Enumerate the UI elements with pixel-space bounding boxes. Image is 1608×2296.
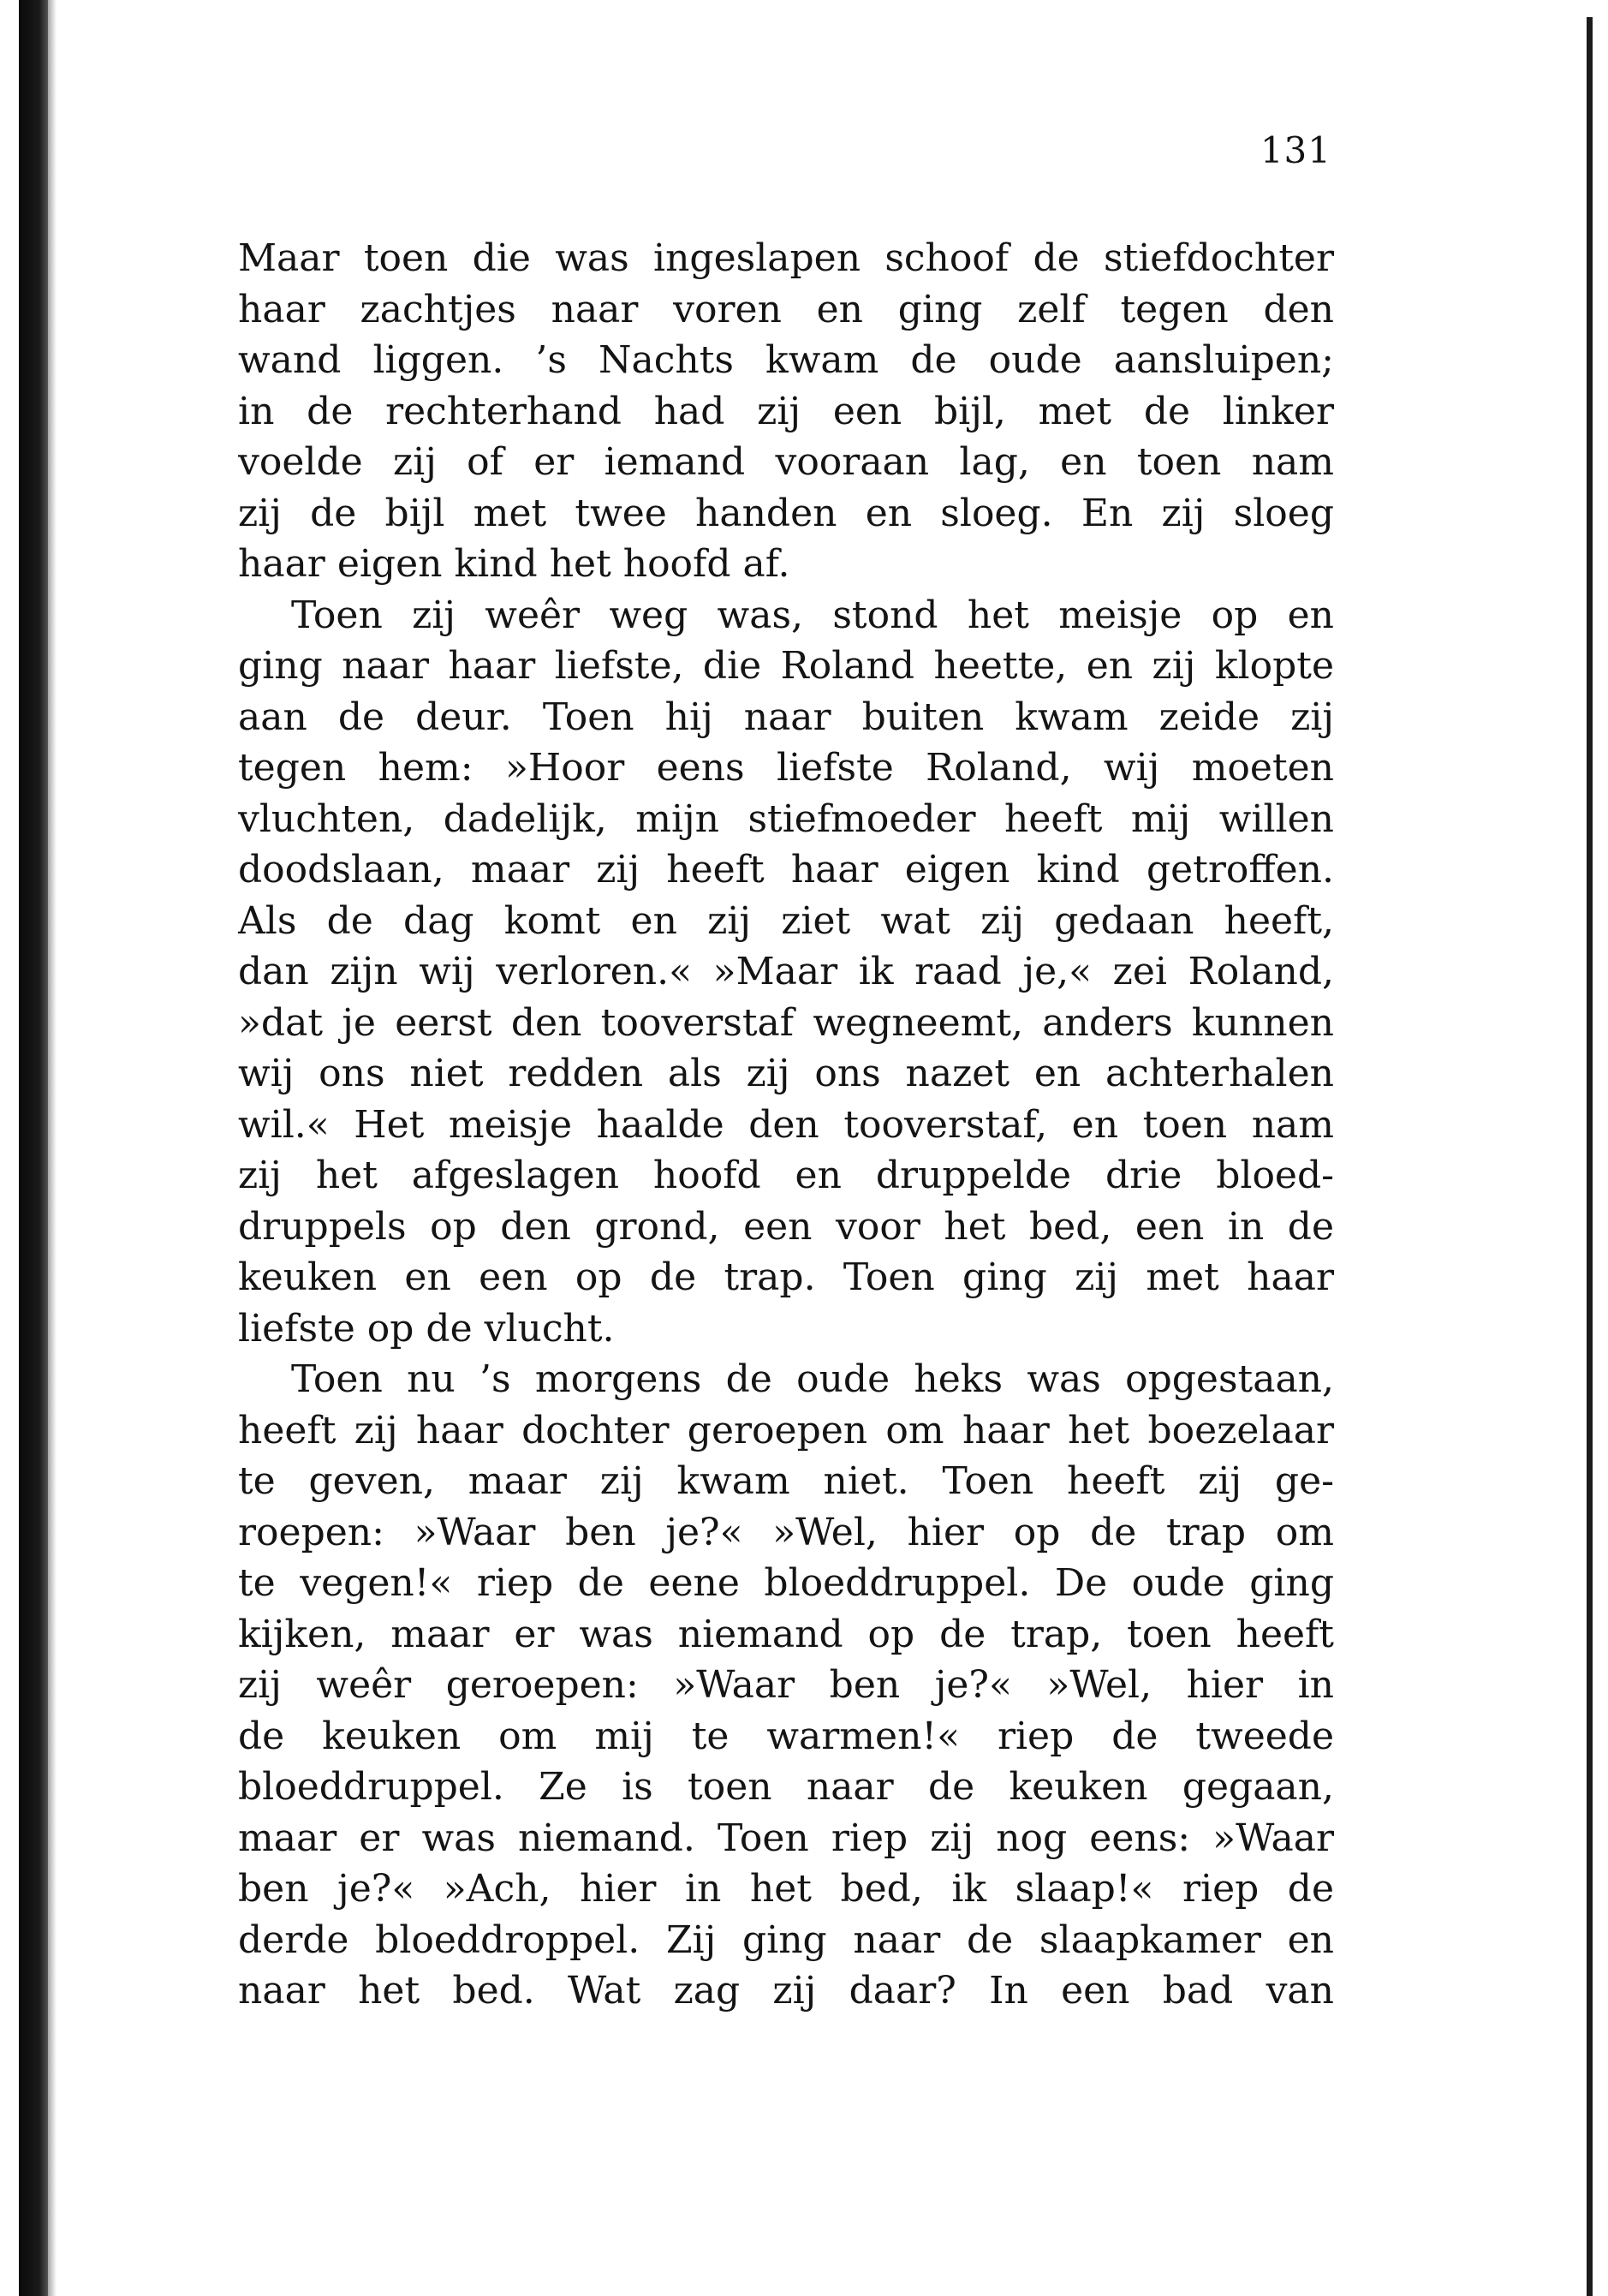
text-line: haar eigen kind het hoofd af.: [238, 542, 790, 586]
text-line: wij ons niet redden als zij ons nazet en achterhalen: [238, 1052, 1334, 1095]
text-line: in de rechterhand had zij een bijl, met de linker: [238, 389, 1334, 433]
text-line: de keuken om mij te warmen!« riep de tweede: [238, 1714, 1334, 1758]
text-line: wand liggen. ’s Nachts kwam de oude aansluipen;: [238, 338, 1334, 382]
text-line: heeft zij haar dochter geroepen om haar het boezelaar: [238, 1408, 1334, 1452]
text-line: aan de deur. Toen hij naar buiten kwam zeide zij: [238, 695, 1334, 739]
text-line: Toen nu ’s morgens de oude heks was opgestaan,: [291, 1357, 1334, 1401]
scan-edge-left: [19, 0, 48, 2296]
text-line: zij weêr geroepen: »Waar ben je?« »Wel, hier in: [238, 1663, 1334, 1707]
text-line: doodslaan, maar zij heeft haar eigen kind getroffen.: [238, 848, 1334, 892]
text-line: tegen hem: »Hoor eens liefste Roland, wij moeten: [238, 746, 1334, 790]
text-line: keuken en een op de trap. Toen ging zij met haar: [238, 1255, 1334, 1299]
text-line: maar er was niemand. Toen riep zij nog eens: »Waar: [238, 1816, 1334, 1860]
text-line: Als de dag komt en zij ziet wat zij gedaan heeft,: [238, 898, 1334, 943]
text-line: kijken, maar er was niemand op de trap, toen heeft: [238, 1612, 1334, 1656]
text-line: roepen: »Waar ben je?« »Wel, hier op de trap om: [238, 1510, 1334, 1554]
text-line: »dat je eerst den tooverstaf wegneemt, anders kunnen: [238, 1000, 1334, 1045]
text-line: ging naar haar liefste, die Roland heette, en zij klopte: [238, 644, 1334, 688]
text-line: derde bloeddroppel. Zij ging naar de slaapkamer en: [238, 1917, 1334, 1962]
text-line: zij het afgeslagen hoofd en druppelde drie bloed-: [238, 1154, 1334, 1197]
text-line: vluchten, dadelijk, mijn stiefmoeder heeft mij willen: [238, 796, 1334, 841]
scan-edge-right: [1587, 17, 1593, 2296]
text-line: druppels op den grond, een voor het bed, een in de: [238, 1204, 1334, 1249]
text-line: haar zachtjes naar voren en ging zelf tegen den: [238, 287, 1334, 331]
page-number: 131: [1260, 129, 1331, 171]
text-line: voelde zij of er iemand vooraan lag, en toen nam: [238, 440, 1334, 484]
text-line: dan zijn wij verloren.« »Maar ik raad je,« zei Roland,: [238, 950, 1334, 993]
body-text: [238, 233, 1334, 2017]
text-line: bloeddruppel. Ze is toen naar de keuken gegaan,: [238, 1765, 1334, 1809]
text-line: ben je?« »Ach, hier in het bed, ik slaap!« riep de: [238, 1867, 1334, 1911]
text-line: wil.« Het meisje haalde den tooverstaf, en toen nam: [238, 1102, 1334, 1147]
text-line: Maar toen die was ingeslapen schoof de stiefdochter: [238, 236, 1334, 280]
text-line: zij de bijl met twee handen en sloeg. En zij sloeg: [238, 491, 1334, 535]
text-line: liefste op de vlucht.: [238, 1306, 615, 1351]
text-line: Toen zij weêr weg was, stond het meisje op en: [291, 593, 1334, 637]
text-line: te vegen!« riep de eene bloeddruppel. De oude ging: [238, 1561, 1334, 1605]
text-line: te geven, maar zij kwam niet. Toen heeft zij ge-: [238, 1459, 1334, 1503]
text-line: naar het bed. Wat zag zij daar? In een bad van: [238, 1969, 1334, 2013]
